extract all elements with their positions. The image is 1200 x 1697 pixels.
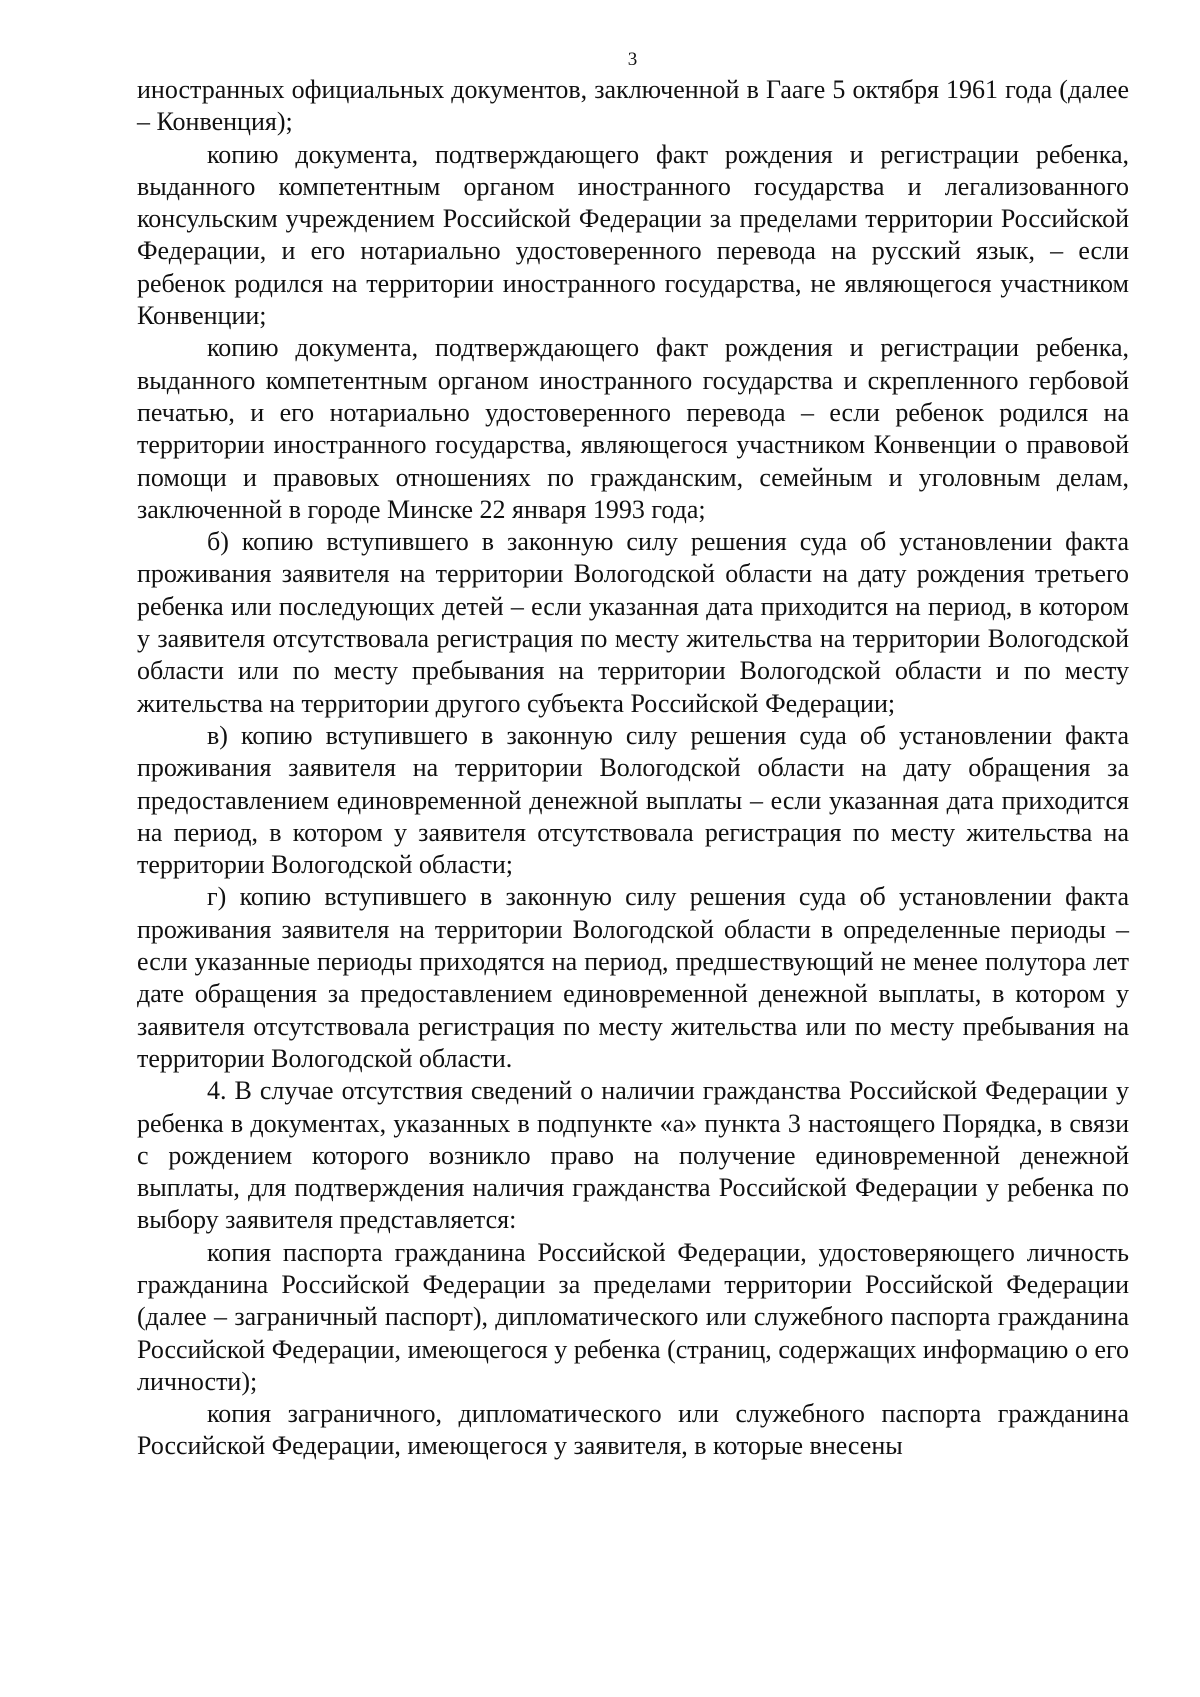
paragraph-point-4: 4. В случае отсутствия сведений о наличии гражданства Российской Федерации у ребенка в документах, указанных в подпункте «а» пункта 3 настоящего Порядка, в связи с рождением которого возникло право на получение единовременной денежной выплаты, для подтверждения наличия гражданства Российской Федерации у ребенка по выбору заявителя представляется:	[137, 1076, 1129, 1235]
paragraph-item-g: г) копию вступившего в законную силу решения суда об установлении факта проживания заявителя на территории Вологодской области в определенные периоды – если указанные периоды приходятся на период, предшествующий не менее полутора лет дате обращения за предоставлением единовременной денежной выплаты, в котором у заявителя отсутствовала регистрация по месту жительства или по месту пребывания на территории Вологодской области.	[137, 882, 1129, 1073]
paragraph-item-v: в) копию вступившего в законную силу решения суда об установлении факта проживания заявителя на территории Вологодской области на дату обращения за предоставлением единовременной денежной выплаты – если указанная дата приходится на период, в котором у заявителя отсутствовала регистрация по месту жительства на территории Вологодской области;	[137, 720, 1129, 880]
document-body	[137, 74, 1129, 1463]
page-number: 3	[627, 49, 638, 70]
paragraph-birth-doc-minsk-convention: копию документа, подтверждающего факт рождения и регистрации ребенка, выданного компетентным органом иностранного государства и скрепленного гербовой печатью, и его нотариально удостоверенного перевода – если ребенок родился на территории иностранного государства, являющегося участником Конвенции о правовой помощи и правовых отношениях по гражданским, семейным и уголовным делам, заключенной в городе Минске 22 января 1993 года;	[137, 333, 1129, 524]
paragraph-passport-copy-child: копия паспорта гражданина Российской Федерации, удостоверяющего личность гражданина Российской Федерации за пределами территории Российской Федерации (далее – заграничный паспорт), дипломатического или служебного паспорта гражданина Российской Федерации, имеющегося у ребенка (страниц, содержащих информацию о его личности);	[137, 1237, 1129, 1396]
paragraph-convention-tail: иностранных официальных документов, заключенной в Гааге 5 октября 1961 года (далее – Конвенция);	[137, 75, 1129, 137]
paragraph-birth-doc-legalized: копию документа, подтверждающего факт рождения и регистрации ребенка, выданного компетентным органом иностранного государства и легализованного консульским учреждением Российской Федерации за пределами территории Российской Федерации, и его нотариально удостоверенного перевода на русский язык, – если ребенок родился на территории иностранного государства, не являющегося участником Конвенции;	[137, 139, 1129, 331]
paragraph-item-b: б) копию вступившего в законную силу решения суда об установлении факта проживания заявителя на территории Вологодской области на дату рождения третьего ребенка или последующих детей – если указанная дата приходится на период, в котором у заявителя отсутствовала регистрация по месту жительства на территории Вологодской области или по месту пребывания на территории Вологодской области и по месту жительства на территории другого субъекта Российской Федерации;	[137, 527, 1129, 718]
paragraph-passport-copy-applicant: копия заграничного, дипломатического или служебного паспорта гражданина Российской Федерации, имеющегося у заявителя, в которые внесены	[137, 1399, 1129, 1461]
